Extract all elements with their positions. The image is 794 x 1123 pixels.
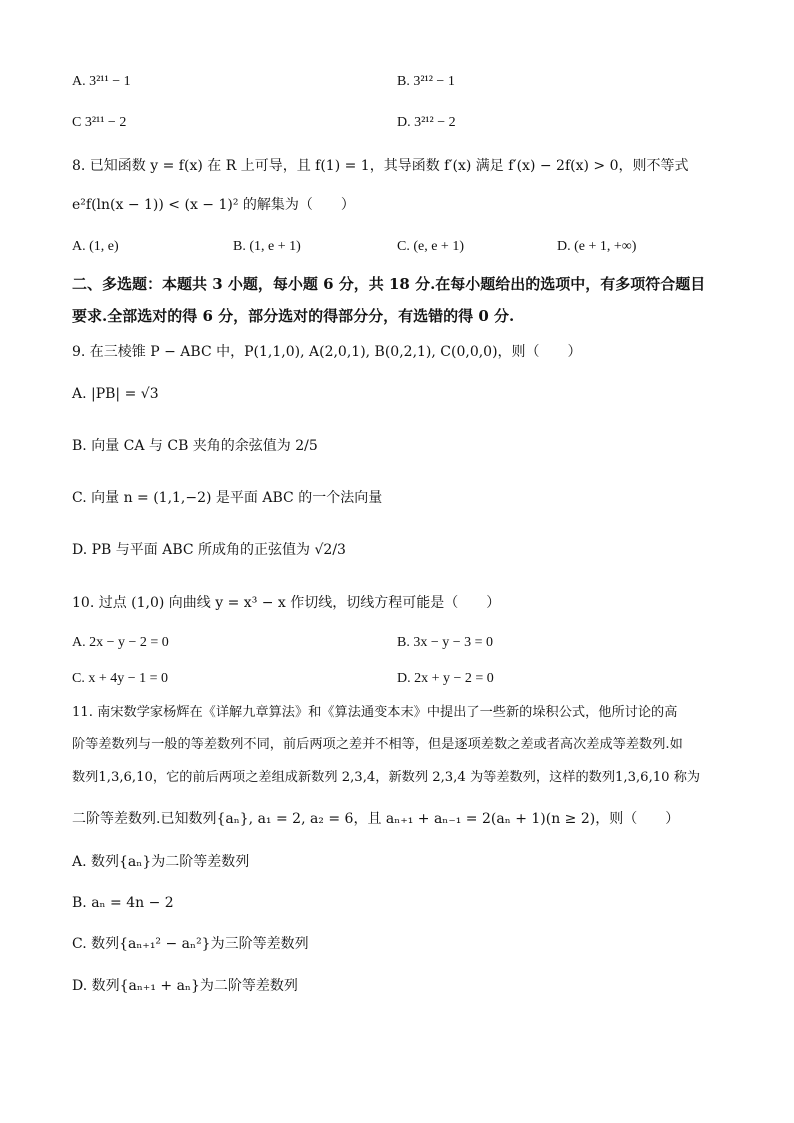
q7-option-a: A. 3²¹¹ − 1 <box>72 74 131 89</box>
q8-stem-continued: e²f(ln(x − 1)) < (x − 1)² 的解集为（ ） <box>72 197 355 213</box>
q11-stem-line2: 阶等差数列与一般的等差数列不同，前后两项之差并不相等，但是逐项差数之差或者高次差成等差数列.如 <box>72 737 683 752</box>
q8-option-c: C. (e, e + 1) <box>397 239 464 254</box>
q7-option-b: B. 3²¹² − 1 <box>397 74 455 89</box>
q11-option-c: C. 数列{aₙ₊₁² − aₙ²}为三阶等差数列 <box>72 936 309 952</box>
q11-option-b: B. aₙ = 4n − 2 <box>72 895 174 911</box>
q9-option-c: C. 向量 n = (1,1,−2) 是平面 ABC 的一个法向量 <box>72 490 383 506</box>
q8-option-a: A. (1, e) <box>72 239 119 254</box>
q9-stem: 9. 在三棱锥 P − ABC 中，P(1,1,0), A(2,0,1), B(0,2,1), C(0,0,0)，则（ ） <box>72 344 582 360</box>
q8-option-d: D. (e + 1, +∞) <box>557 239 637 254</box>
q10-option-d: D. 2x + y − 2 = 0 <box>397 671 494 686</box>
q10-option-a: A. 2x − y − 2 = 0 <box>72 635 169 650</box>
q10-option-c: C. x + 4y − 1 = 0 <box>72 671 169 686</box>
section2-heading-continued: 要求.全部选对的得 6 分，部分选对的得部分分，有选错的得 0 分. <box>72 307 515 325</box>
q8-stem: 8. 已知函数 y = f(x) 在 R 上可导，且 f(1) = 1，其导函数 f′(x) 满足 f′(x) − 2f(x) > 0，则不等式 <box>72 158 689 174</box>
q11-option-a: A. 数列{aₙ}为二阶等差数列 <box>72 854 250 870</box>
q11-stem-line3: 数列1,3,6,10，它的前后两项之差组成新数列 2,3,4，新数列 2,3,4 为等差数列，这样的数列1,3,6,10 称为 <box>72 770 701 785</box>
q7-option-c: C 3²¹¹ − 2 <box>72 115 127 130</box>
q11-stem-line4: 二阶等差数列.已知数列{aₙ}, a₁ = 2, a₂ = 6，且 aₙ₊₁ + aₙ₋₁ = 2(aₙ + 1)(n ≥ 2)，则（ ） <box>72 811 680 827</box>
q9-option-b: B. 向量 CA 与 CB 夹角的余弦值为 2/5 <box>72 438 318 454</box>
q11-stem-line1: 11. 南宋数学家杨辉在《详解九章算法》和《算法通变本末》中提出了一些新的垛积公式，他所讨论的高 <box>72 705 678 720</box>
q8-option-b: B. (1, e + 1) <box>233 239 301 254</box>
section2-heading: 二、多选题：本题共 3 小题，每小题 6 分，共 18 分.在每小题给出的选项中，有多项符合题目 <box>72 275 706 293</box>
q10-stem: 10. 过点 (1,0) 向曲线 y = x³ − x 作切线，切线方程可能是（ ） <box>72 595 501 611</box>
q11-option-d: D. 数列{aₙ₊₁ + aₙ}为二阶等差数列 <box>72 978 298 994</box>
q10-option-b: B. 3x − y − 3 = 0 <box>397 635 494 650</box>
q9-option-d: D. PB 与平面 ABC 所成角的正弦值为 √2/3 <box>72 542 346 558</box>
q9-option-a: A. |PB| = √3 <box>72 386 159 402</box>
q7-option-d: D. 3²¹² − 2 <box>397 115 456 130</box>
